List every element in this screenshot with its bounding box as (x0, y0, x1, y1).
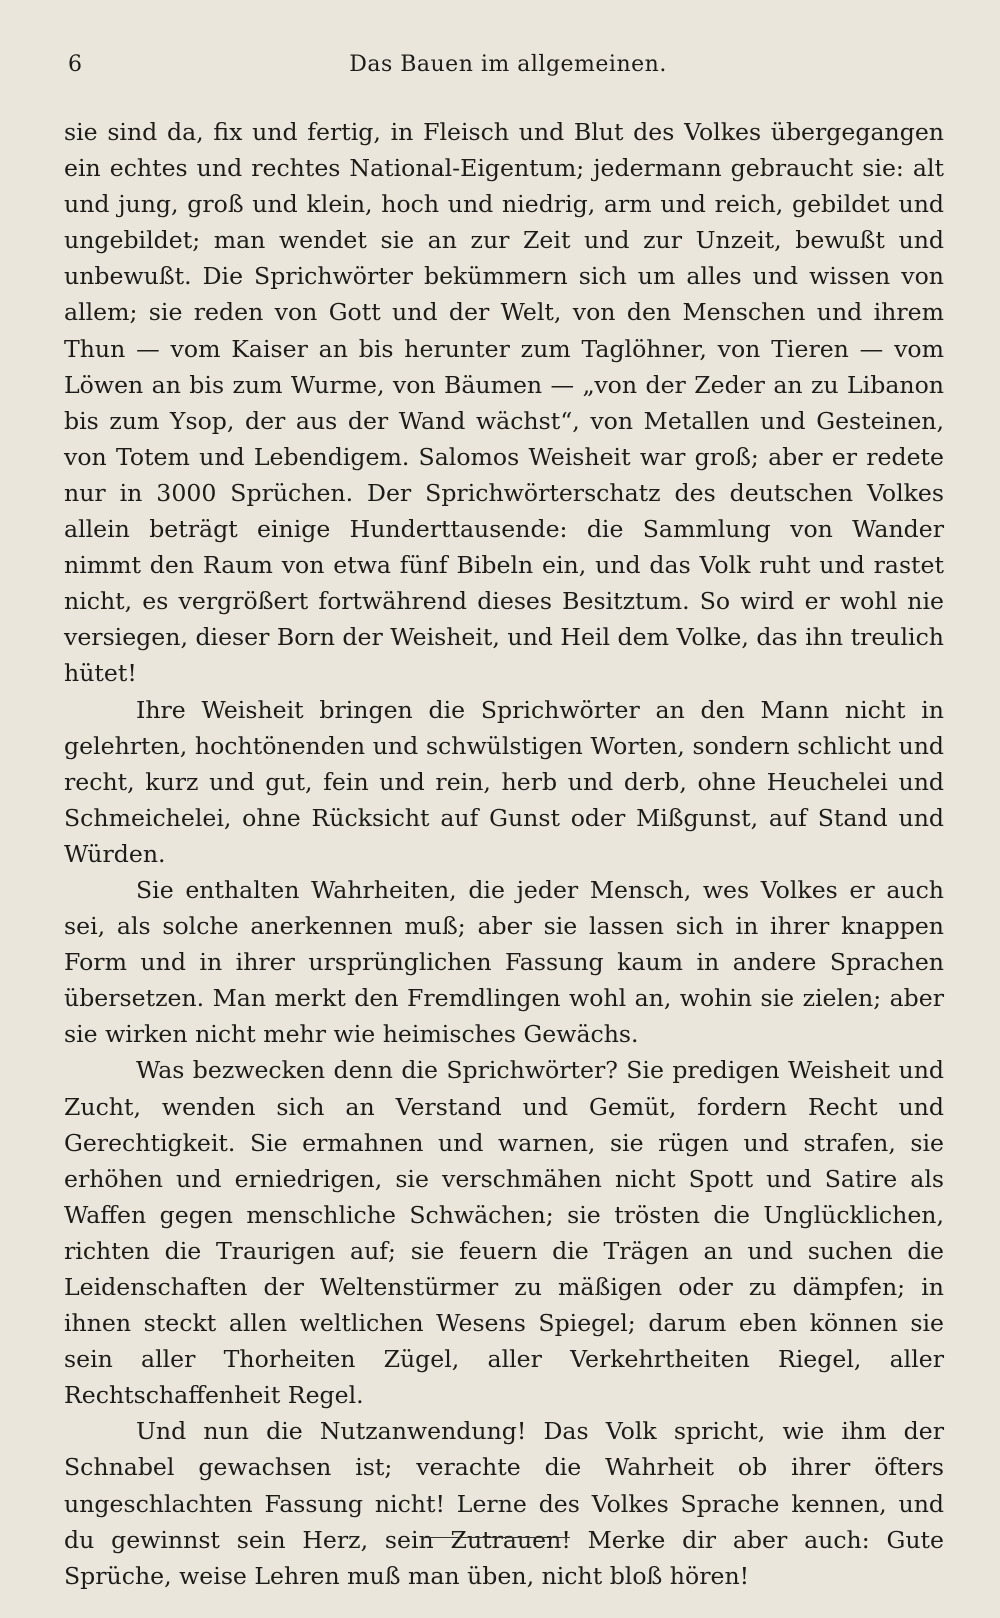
page-header (68, 52, 948, 88)
paragraph: Was bezwecken denn die Sprichwörter? Sie predigen Weisheit und Zucht, wenden sich an Verstand und Gemüt, fordern Recht und Gerechtigkeit. Sie ermahnen und warnen, sie rügen und strafen, sie erhöhen und erniedrigen, sie verschmähen nicht Spott und Satire als Waffen gegen menschliche Schwächen; sie trösten die Unglücklichen, richten die Traurigen auf; sie feuern die Trägen an und suchen die Leidenschaften der Weltenstürmer zu mäßigen oder zu dämpfen; in ihnen steckt allen weltlichen Wesens Spiegel; darum eben können sie sein aller Thorheiten Zügel, aller Verkehrtheiten Riegel, aller Rechtschaffenheit Regel. (64, 1056, 944, 1410)
section-end-rule (425, 1537, 570, 1538)
paragraph-continued: sie sind da, fix und fertig, in Fleisch und Blut des Volkes übergegangen ein echtes und rechtes National-Eigentum; jedermann gebraucht sie: alt und jung, groß und klein, hoch und niedrig, arm und reich, gebildet und ungebildet; man wendet sie an zur Zeit und zur Unzeit, bewußt und unbewußt. Die Sprichwörter bekümmern sich um alles und wissen von allem; sie reden von Gott und der Welt, von den Menschen und ihrem Thun — vom Kaiser an bis herunter zum Taglöhner, von Tieren — vom Löwen an bis zum Wurme, von Bäumen — „von der Zeder an zu Libanon bis zum Ysop, der aus der Wand wächst“, von Metallen und Gesteinen, von Totem und Lebendigem. Salomos Weisheit war groß; aber er redete nur in 3000 Sprüchen. Der Sprichwörterschatz des deutschen Volkes allein beträgt einige Hunderttausende: die Sammlung von Wander nimmt den Raum von etwa fünf Bibeln ein, und das Volk ruht und rastet nicht, es vergrößert fortwährend dieses Besitztum. So wird er wohl nie versiegen, dieser Born der Weisheit, und Heil dem Volke, das ihn treulich hütet! (64, 118, 944, 688)
body-text (64, 114, 944, 1594)
paragraph: Ihre Weisheit bringen die Sprichwörter an den Mann nicht in gelehrten, hochtönenden und schwülstigen Worten, sondern schlicht und recht, kurz und gut, fein und rein, herb und derb, ohne Heuchelei und Schmeichelei, ohne Rücksicht auf Gunst oder Mißgunst, auf Stand und Würden. (64, 695, 944, 868)
page-number: 6 (68, 52, 82, 77)
paragraph: Sie enthalten Wahrheiten, die jeder Mensch, wes Volkes er auch sei, als solche anerkennen muß; aber sie lassen sich in ihrer knappen Form und in ihrer ursprünglichen Fassung kaum in andere Sprachen übersetzen. Man merkt den Fremdlingen wohl an, wohin sie zielen; aber sie wirken nicht mehr wie heimisches Gewächs. (64, 875, 944, 1049)
paragraph: Und nun die Nutzanwendung! Das Volk spricht, wie ihm der Schnabel gewachsen ist; verachte die Wahrheit ob ihrer öfters ungeschlachten Fassung nicht! Lerne des Volkes Sprache kennen, und du gewinnst sein Herz, sein Zutrauen! Merke dir aber auch: Gute Sprüche, weise Lehren muß man üben, nicht bloß hören! (64, 1417, 944, 1590)
running-title: Das Bauen im allgemeinen. (349, 52, 667, 77)
